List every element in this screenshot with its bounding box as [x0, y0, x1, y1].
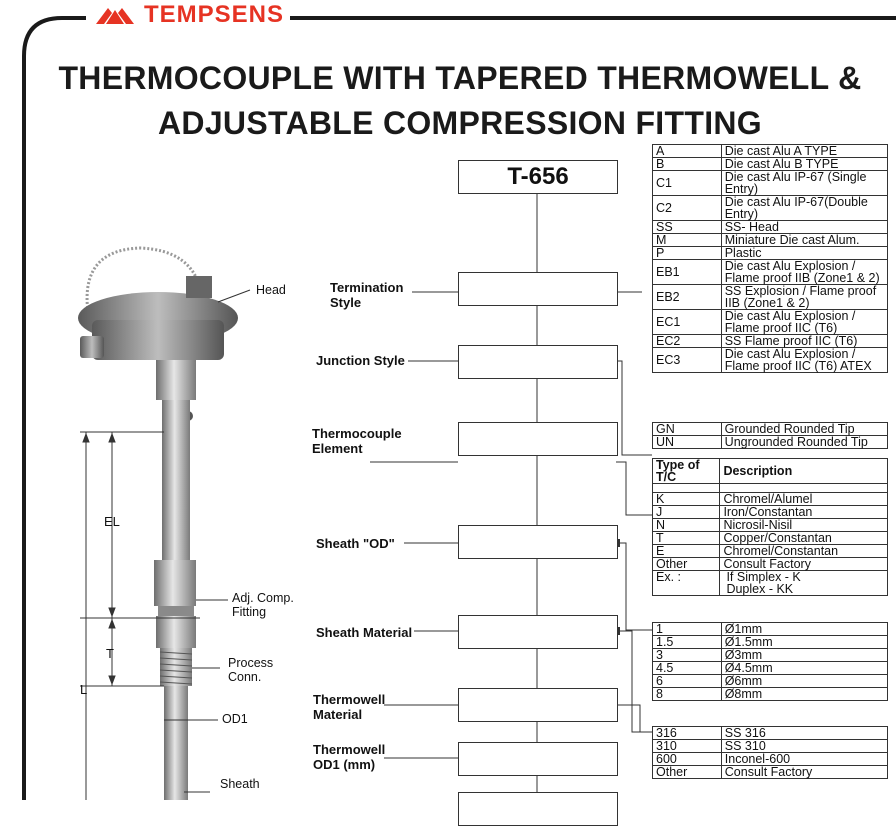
- table-row: [653, 753, 888, 766]
- table-row: [653, 571, 888, 596]
- fitting-collar: [158, 606, 194, 616]
- description-cell: Die cast Alu Explosion / Flame proof IIC (T6) ATEX: [721, 348, 887, 373]
- description-cell: Inconel-600: [721, 753, 887, 766]
- table-row: [653, 260, 888, 285]
- compression-nut: [154, 560, 196, 606]
- process-conn-label: Process Conn.: [228, 656, 274, 684]
- od1-label: OD1: [222, 712, 248, 726]
- table-row: [653, 348, 888, 373]
- code-cell: J: [653, 506, 720, 519]
- code-cell: Ex. :: [653, 571, 720, 596]
- table-row: [653, 688, 888, 701]
- table-row: [653, 221, 888, 234]
- code-cell: 6: [653, 675, 722, 688]
- table-row: [653, 740, 888, 753]
- thermowell-material-label: Thermowell Material: [313, 692, 386, 722]
- sheath-material-select-box: [458, 615, 618, 649]
- description-cell: Die cast Alu IP-67 (Single Entry): [721, 171, 887, 196]
- code-cell: C2: [653, 196, 722, 221]
- description-cell: Ø1mm: [721, 623, 887, 636]
- element-select-box: [458, 422, 618, 456]
- table-row: [653, 493, 888, 506]
- sheath-material-label: Sheath Material: [316, 625, 413, 640]
- table-row: [653, 727, 888, 740]
- sheath-od-label: Sheath "OD": [316, 536, 395, 551]
- sheath-od-select-box: [458, 525, 618, 559]
- thermowell-material-select-box: [458, 688, 618, 722]
- description-cell: Ø4.5mm: [721, 662, 887, 675]
- code-cell: EB2: [653, 285, 722, 310]
- description-cell: Die cast Alu IP-67(Double Entry): [721, 196, 887, 221]
- thermocouple-type-table: [652, 458, 888, 596]
- code-cell: UN: [653, 436, 722, 449]
- code-cell: EC3: [653, 348, 722, 373]
- code-cell: B: [653, 158, 722, 171]
- code-cell: N: [653, 519, 720, 532]
- thermocouple-element-label: Thermocouple Element: [312, 426, 402, 456]
- code-cell: EC2: [653, 335, 722, 348]
- termination-style-label: Termination Style: [330, 280, 404, 310]
- code-cell: 316: [653, 727, 722, 740]
- table-row: [653, 636, 888, 649]
- next-select-box: [458, 792, 618, 826]
- thermocouple-illustration: [40, 240, 290, 800]
- table-row: [653, 423, 888, 436]
- model-code-box: T-656: [458, 160, 618, 194]
- table-row: [653, 766, 888, 779]
- head-label: Head: [256, 283, 286, 297]
- table-row: [653, 310, 888, 335]
- code-cell: 8: [653, 688, 722, 701]
- table-row: [653, 158, 888, 171]
- code-cell: GN: [653, 423, 722, 436]
- description-cell: Ungrounded Rounded Tip: [721, 436, 887, 449]
- description-cell: Die cast Alu Explosion / Flame proof IIC (T6): [721, 310, 887, 335]
- cap-screw: [186, 276, 212, 298]
- thermowell-od1-label: Thermowell OD1 (mm): [313, 742, 386, 772]
- description-cell: Miniature Die cast Alum.: [721, 234, 887, 247]
- table-header-row: [653, 459, 888, 484]
- fitting-body: [156, 616, 196, 648]
- table-row: [653, 623, 888, 636]
- table-row: [653, 662, 888, 675]
- description-cell: Plastic: [721, 247, 887, 260]
- junction-style-label: Junction Style: [316, 353, 405, 368]
- el-dimension-label: EL: [104, 514, 120, 529]
- process-thread: [160, 648, 192, 686]
- description-cell: Chromel/Constantan: [720, 545, 888, 558]
- description-cell: SS Flame proof IIC (T6): [721, 335, 887, 348]
- description-cell: If Simplex - K Duplex - KK: [720, 571, 888, 596]
- column-header: Type of T/C: [653, 459, 720, 484]
- description-cell: Ø6mm: [721, 675, 887, 688]
- table-row: [653, 196, 888, 221]
- table-row: [653, 532, 888, 545]
- t-dimension-label: T: [106, 646, 114, 661]
- brand-name: TEMPSENS: [144, 1, 285, 28]
- thermowell-tube-lower: [164, 686, 188, 800]
- code-cell: EC1: [653, 310, 722, 335]
- code-cell: 4.5: [653, 662, 722, 675]
- code-cell: 600: [653, 753, 722, 766]
- description-cell: Die cast Alu A TYPE: [721, 145, 887, 158]
- code-cell: 310: [653, 740, 722, 753]
- termination-select-box: [458, 272, 618, 306]
- junction-select-box: [458, 345, 618, 379]
- description-cell: Ø3mm: [721, 649, 887, 662]
- description-cell: SS 310: [721, 740, 887, 753]
- code-cell: EB1: [653, 260, 722, 285]
- cable-entry: [80, 336, 104, 358]
- table-row: [653, 506, 888, 519]
- junction-table: [652, 422, 888, 449]
- code-cell: Other: [653, 558, 720, 571]
- description-cell: Nicrosil-Nisil: [720, 519, 888, 532]
- table-row: [653, 234, 888, 247]
- head-neck: [156, 360, 196, 400]
- fitting-label: Adj. Comp. Fitting: [232, 591, 294, 619]
- table-row: [653, 558, 888, 571]
- code-cell: 1.5: [653, 636, 722, 649]
- termination-table: [652, 144, 888, 373]
- page-title-line2: ADJUSTABLE COMPRESSION FITTING: [158, 105, 762, 141]
- table-row: [653, 171, 888, 196]
- code-cell: 1: [653, 623, 722, 636]
- table-row: [653, 436, 888, 449]
- description-cell: Die cast Alu Explosion / Flame proof IIB (Zone1 & 2): [721, 260, 887, 285]
- code-cell: Other: [653, 766, 722, 779]
- code-cell: 3: [653, 649, 722, 662]
- code-cell: K: [653, 493, 720, 506]
- head-body: [92, 320, 224, 360]
- table-row: [653, 247, 888, 260]
- code-cell: T: [653, 532, 720, 545]
- description-cell: SS 316: [721, 727, 887, 740]
- description-cell: Ø8mm: [721, 688, 887, 701]
- description-cell: Chromel/Alumel: [720, 493, 888, 506]
- table-row: [653, 545, 888, 558]
- column-header: Description: [720, 459, 888, 484]
- table-row: [653, 519, 888, 532]
- thermowell-od1-select-box: [458, 742, 618, 776]
- description-cell: SS- Head: [721, 221, 887, 234]
- code-cell: C1: [653, 171, 722, 196]
- thermowell-tube-upper: [162, 400, 190, 568]
- description-cell: Iron/Constantan: [720, 506, 888, 519]
- description-cell: Consult Factory: [721, 766, 887, 779]
- description-cell: Die cast Alu B TYPE: [721, 158, 887, 171]
- dimension-lines: [80, 432, 218, 800]
- code-cell: A: [653, 145, 722, 158]
- sheath-label: Sheath: [220, 777, 260, 791]
- table-row: [653, 675, 888, 688]
- code-cell: E: [653, 545, 720, 558]
- table-row: [653, 145, 888, 158]
- description-cell: Copper/Constantan: [720, 532, 888, 545]
- sheath-od-table: [652, 622, 888, 701]
- code-cell: P: [653, 247, 722, 260]
- code-cell: SS: [653, 221, 722, 234]
- description-cell: SS Explosion / Flame proof IIB (Zone1 & 2): [721, 285, 887, 310]
- description-cell: Grounded Rounded Tip: [721, 423, 887, 436]
- table-row: [653, 335, 888, 348]
- material-table: [652, 726, 888, 779]
- code-cell: M: [653, 234, 722, 247]
- table-row: [653, 285, 888, 310]
- l-dimension-label: L: [80, 682, 88, 697]
- description-cell: Consult Factory: [720, 558, 888, 571]
- description-cell: Ø1.5mm: [721, 636, 887, 649]
- page-title-line1: THERMOCOUPLE WITH TAPERED THERMOWELL &: [58, 60, 862, 96]
- table-row: [653, 649, 888, 662]
